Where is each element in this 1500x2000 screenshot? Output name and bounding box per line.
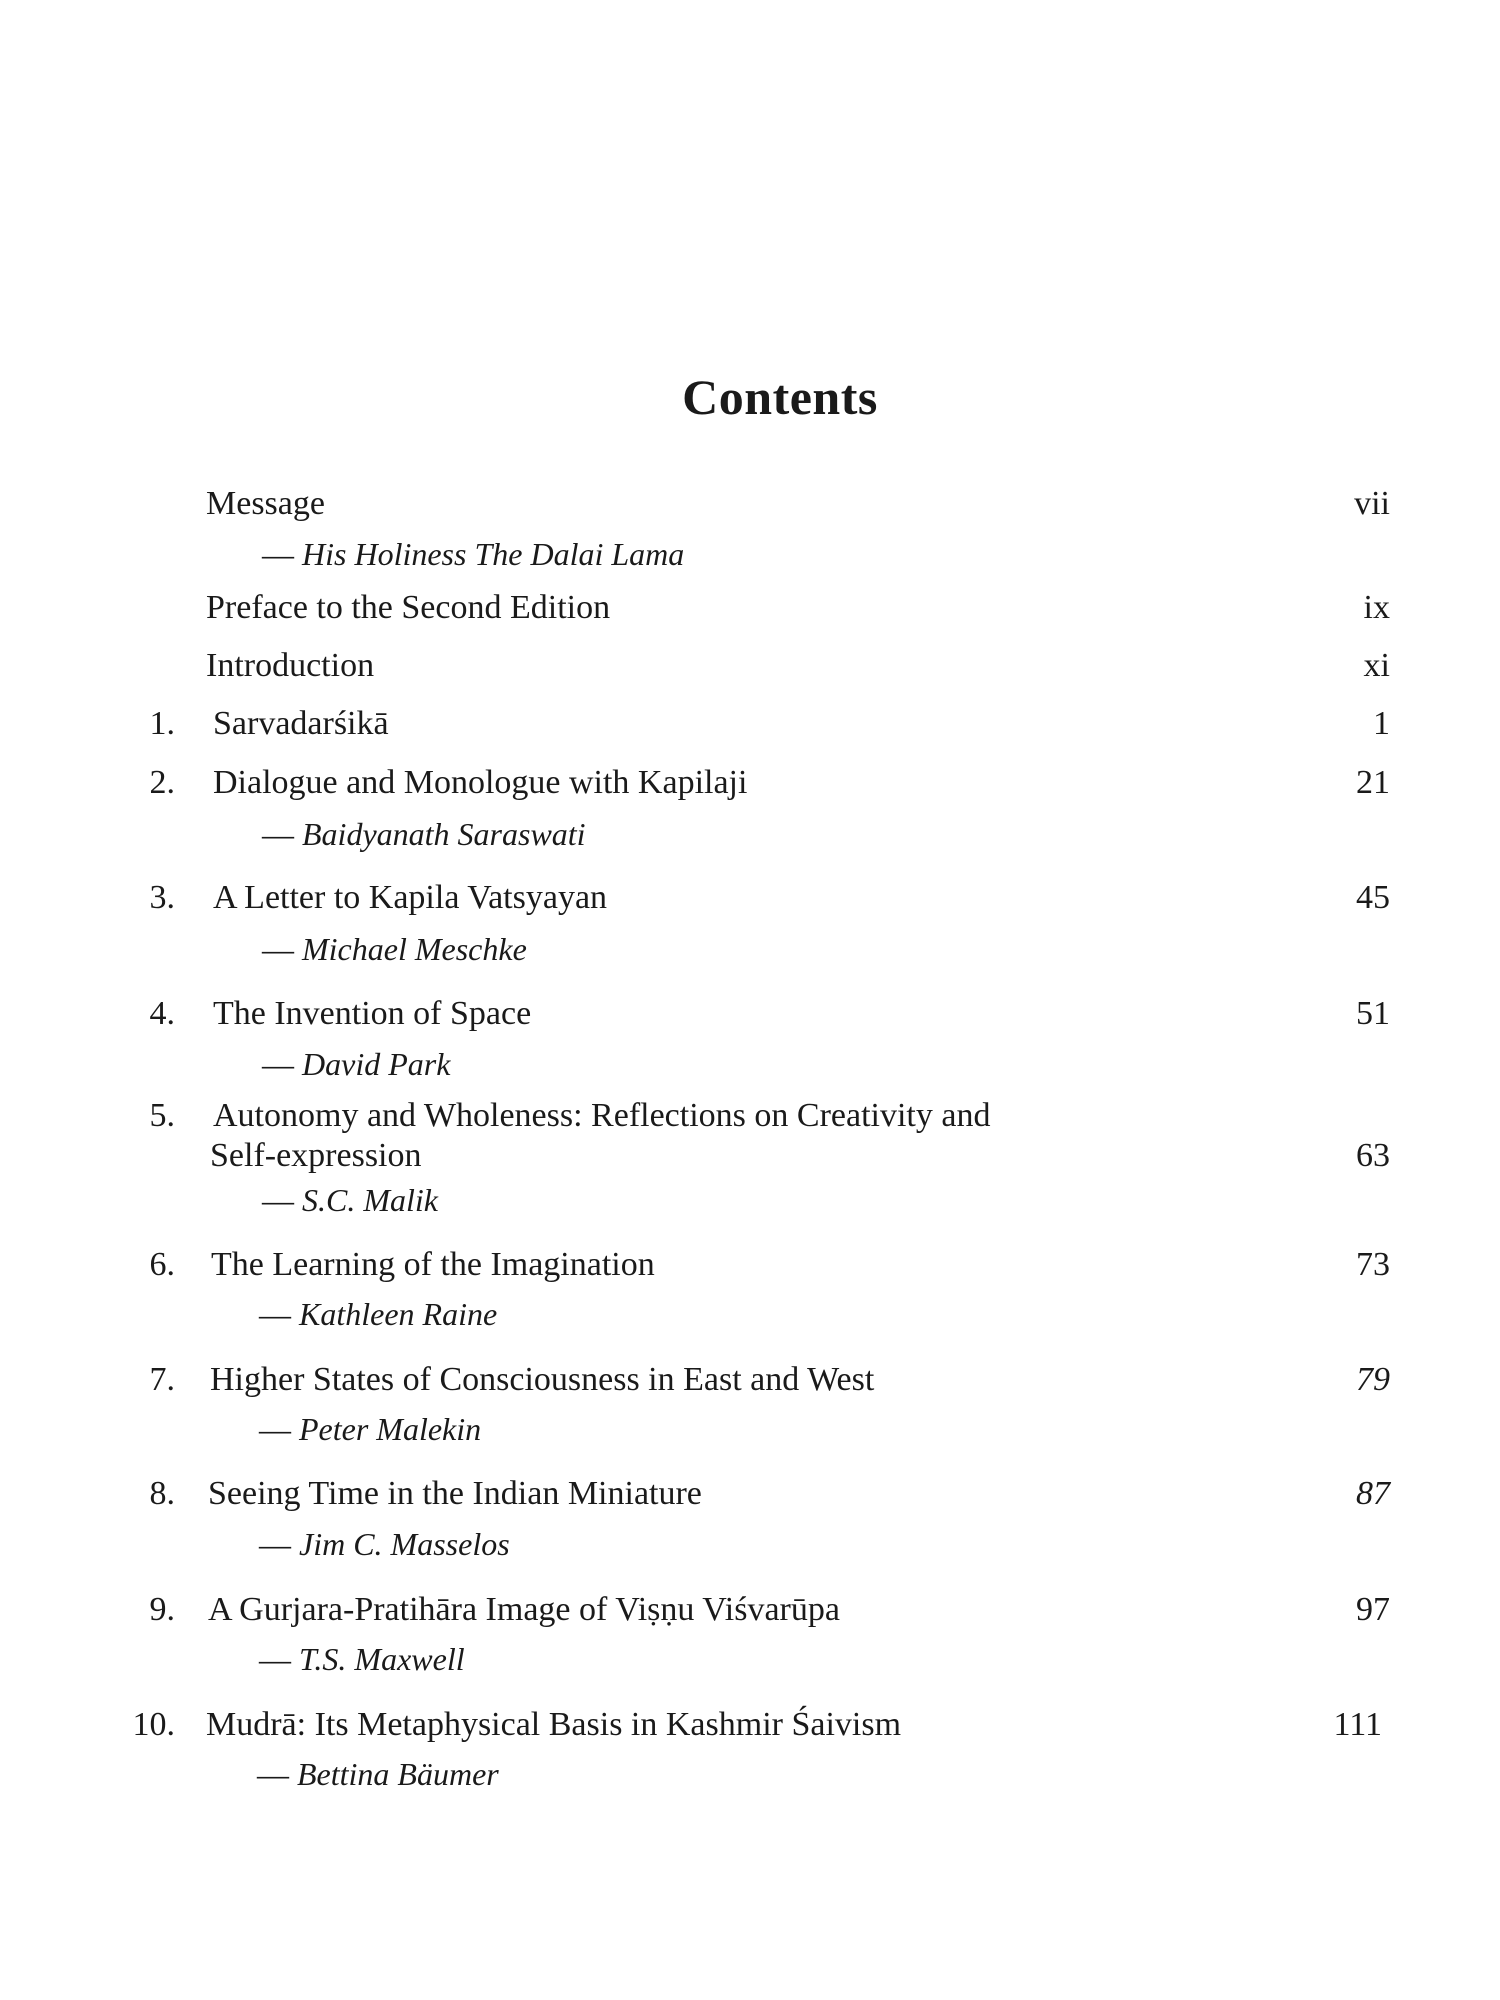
toc-entry-author-line: [259, 1639, 1459, 1679]
toc-entry-page: vii: [1354, 485, 1390, 522]
toc-entry-page: 1: [1373, 705, 1390, 742]
toc-entry-page: 63: [1356, 1137, 1390, 1174]
author-dash: —: [259, 1296, 299, 1332]
toc-entry-author: S.C. Malik: [302, 1182, 438, 1218]
toc-entry-number: 5.: [149, 1097, 175, 1134]
toc-entry-page: 79: [1356, 1361, 1390, 1398]
toc-entry-title: Seeing Time in the Indian Miniature: [208, 1475, 702, 1512]
toc-entry-title: The Invention of Space: [213, 995, 532, 1032]
toc-entry-author-line: [257, 1754, 1457, 1794]
toc-entry-author-line: [262, 1180, 1462, 1220]
toc-entry-title: Mudrā: Its Metaphysical Basis in Kashmir Śaivism: [206, 1706, 902, 1743]
toc-entry-8[interactable]: [0, 1474, 1500, 1514]
toc-entry-title: Dialogue and Monologue with Kapilaji: [213, 764, 748, 801]
author-dash: —: [259, 1411, 299, 1447]
toc-entry-introduction[interactable]: [0, 646, 1500, 686]
toc-entry-page: 111: [1333, 1706, 1382, 1743]
toc-entry-author: Peter Malekin: [299, 1411, 482, 1447]
toc-entry-number: 1.: [149, 705, 175, 742]
toc-entry-page: xi: [1363, 647, 1390, 684]
author-dash: —: [259, 1526, 299, 1562]
toc-entry-title: Preface to the Second Edition: [206, 589, 611, 626]
toc-entry-5[interactable]: [0, 1096, 1500, 1136]
toc-entry-author: Kathleen Raine: [299, 1296, 498, 1332]
toc-entry-page: 87: [1356, 1475, 1390, 1512]
toc-entry-author: David Park: [302, 1046, 451, 1082]
toc-entry-preface[interactable]: [0, 588, 1500, 628]
toc-entry-author: T.S. Maxwell: [299, 1641, 465, 1677]
toc-entry-author-line: [262, 534, 1462, 574]
toc-entry-title: Sarvadarśikā: [213, 705, 389, 742]
toc-entry-1[interactable]: [0, 704, 1500, 744]
author-dash: —: [259, 1641, 299, 1677]
toc-entry-author-line: [259, 1409, 1459, 1449]
toc-entry-message[interactable]: [0, 484, 1500, 524]
toc-entry-author-line: [259, 1294, 1459, 1334]
toc-entry-title: Autonomy and Wholeness: Reflections on Creativity and: [213, 1097, 991, 1134]
toc-entry-page: 51: [1356, 995, 1390, 1032]
toc-entry-number: 4.: [149, 995, 175, 1032]
toc-entry-title: A Gurjara-Pratihāra Image of Viṣṇu Viśvarūpa: [208, 1591, 840, 1628]
toc-entry-author: Jim C. Masselos: [299, 1526, 510, 1562]
toc-entry-author-line: [262, 1044, 1462, 1084]
toc-entry-title: The Learning of the Imagination: [211, 1246, 655, 1283]
toc-entry-9[interactable]: [0, 1590, 1500, 1630]
author-dash: —: [262, 536, 302, 572]
toc-entry-title: Introduction: [206, 647, 375, 684]
toc-entry-number: 7.: [149, 1361, 175, 1398]
toc-entry-6[interactable]: [0, 1245, 1500, 1285]
toc-entry-page: 21: [1356, 764, 1390, 801]
toc-entry-title: Higher States of Consciousness in East and West: [210, 1361, 875, 1398]
toc-entry-author-line: [259, 1524, 1459, 1564]
toc-entry-author: Michael Meschke: [302, 931, 527, 967]
toc-entry-page: 45: [1356, 879, 1390, 916]
toc-entry-author: His Holiness The Dalai Lama: [302, 536, 685, 572]
toc-entry-author: Bettina Bäumer: [297, 1756, 499, 1792]
toc-entry-author-line: [262, 929, 1462, 969]
toc-entry-number: 2.: [149, 764, 175, 801]
toc-entry-number: 10.: [132, 1706, 175, 1743]
toc-entry-7[interactable]: [0, 1360, 1500, 1400]
author-dash: —: [257, 1756, 297, 1792]
toc-entry-author-line: [262, 814, 1462, 854]
toc-entry-4[interactable]: [0, 994, 1500, 1034]
toc-entry-10[interactable]: [0, 1705, 1500, 1745]
toc-entry-number: 9.: [149, 1591, 175, 1628]
toc-entry-page: 97: [1356, 1591, 1390, 1628]
toc-entry-page: 73: [1356, 1246, 1390, 1283]
toc-entry-number: 3.: [149, 879, 175, 916]
toc-entry-number: 6.: [149, 1246, 175, 1283]
author-dash: —: [262, 1182, 302, 1218]
toc-entry-author: Baidyanath Saraswati: [302, 816, 586, 852]
toc-entry-title: Message: [206, 485, 325, 522]
toc-entry-title: A Letter to Kapila Vatsyayan: [213, 879, 608, 916]
toc-entry-title-continued: Self-expression: [210, 1137, 422, 1174]
author-dash: —: [262, 931, 302, 967]
author-dash: —: [262, 1046, 302, 1082]
toc-entry-page: ix: [1363, 589, 1390, 626]
toc-entry-number: 8.: [149, 1475, 175, 1512]
author-dash: —: [262, 816, 302, 852]
toc-entry-5-continued[interactable]: [0, 1136, 1500, 1176]
toc-entry-2[interactable]: [0, 763, 1500, 803]
page-title: Contents: [682, 369, 878, 425]
toc-entry-3[interactable]: [0, 878, 1500, 918]
